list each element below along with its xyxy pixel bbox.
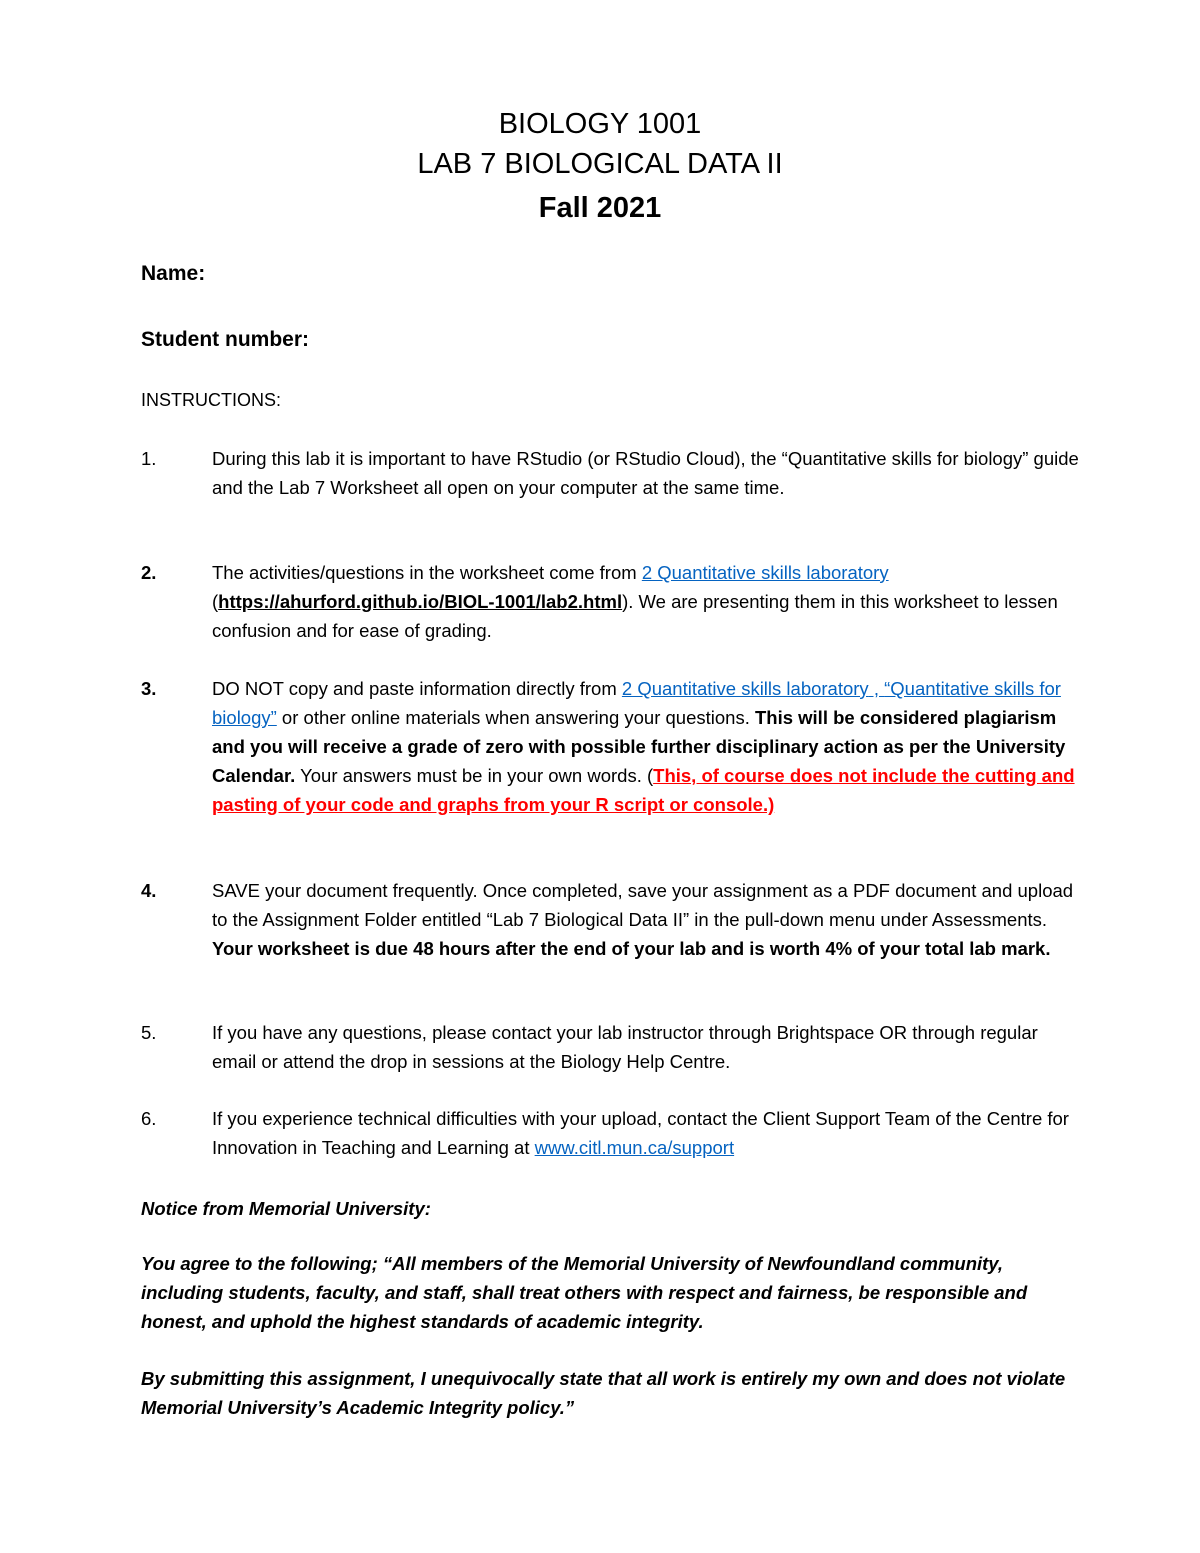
item-number: 4.: [141, 880, 157, 901]
term-title: Fall 2021: [538, 192, 662, 224]
name-label: Name:: [141, 262, 206, 285]
instruction-item-4: [141, 876, 1081, 963]
notice-paragraph-1: You agree to the following; “All members of the Memorial University of Newfoundland community, including students, faculty, and staff, shall treat others with respect and fairness, be responsible and honest, and uphold the highest standards of academic integrity.: [141, 1253, 1028, 1332]
instruction-item-5: [141, 1018, 1081, 1076]
lab2-url-link[interactable]: https://ahurford.github.io/BIOL-1001/lab2.html: [218, 591, 623, 612]
item-text: [212, 558, 1081, 645]
red-note: This, of course does not include the cutting and pasting of your code and graphs from your R script or console.): [212, 765, 1075, 815]
item-number: 3.: [141, 678, 157, 699]
text-run: If you experience technical difficulties with your upload, contact the Client Support Team of the Centre for Innovation in Teaching and Learning at: [212, 1108, 1069, 1158]
item-text: If you have any questions, please contact your lab instructor through Brightspace OR through regular email or attend the drop in sessions at the Biology Help Centre.: [212, 1022, 1038, 1072]
text-run: ). We are presenting them in this worksheet to lessen confusion and for ease of grading.: [212, 591, 1058, 641]
text-run: SAVE your document frequently. Once completed, save your assignment as a PDF document and upload to the Assignment Folder entitled “Lab 7 Biological Data II” in the pull-down menu under Assessments.: [212, 880, 1074, 930]
text-run: DO NOT copy and paste information directly from: [212, 678, 622, 699]
item-text: [212, 674, 1081, 819]
course-title: BIOLOGY 1001: [498, 108, 702, 140]
citl-support-link[interactable]: www.citl.mun.ca/support: [534, 1137, 735, 1158]
instruction-item-6: [141, 1104, 1081, 1162]
instruction-item-1: [141, 444, 1081, 502]
text-run: Your answers must be in your own words. (: [295, 765, 654, 786]
due-date-note: Your worksheet is due 48 hours after the end of your lab and is worth 4% of your total lab mark.: [212, 938, 1051, 959]
item-text: [212, 876, 1081, 963]
notice-heading: Notice from Memorial University:: [141, 1198, 431, 1219]
instruction-item-3: [141, 674, 1081, 819]
quant-skills-guide-link[interactable]: “Quantitative skills for biology”: [212, 678, 1061, 728]
item-text: During this lab it is important to have RStudio (or RStudio Cloud), the “Quantitative skills for biology” guide and the Lab 7 Worksheet all open on your computer at the same time.: [212, 448, 1079, 498]
item-number: 5.: [141, 1022, 157, 1043]
text-run: ,: [868, 678, 885, 699]
lab-title: LAB 7 BIOLOGICAL DATA II: [417, 148, 783, 180]
student-number-label: Student number:: [141, 328, 309, 351]
notice-paragraph-2: By submitting this assignment, I unequivocally state that all work is entirely my own and does not violate Memorial University’s Academic Integrity policy.”: [141, 1368, 1066, 1418]
item-number: 6.: [141, 1108, 157, 1129]
lab2-link[interactable]: 2 Quantitative skills laboratory: [621, 678, 869, 699]
item-number: 2.: [141, 562, 157, 583]
instructions-heading: INSTRUCTIONS:: [141, 390, 282, 410]
item-text: [212, 1104, 1081, 1162]
text-run: The activities/questions in the worksheet come from: [212, 562, 642, 583]
text-run: or other online materials when answering your questions.: [276, 707, 755, 728]
lab2-link[interactable]: 2 Quantitative skills laboratory: [641, 562, 889, 583]
instruction-item-2: [141, 558, 1081, 645]
item-number: 1.: [141, 448, 157, 469]
text-run: (: [212, 591, 219, 612]
plagiarism-warning: This will be considered plagiarism and you will receive a grade of zero with possible further disciplinary action as per the University Calendar.: [212, 707, 1066, 786]
